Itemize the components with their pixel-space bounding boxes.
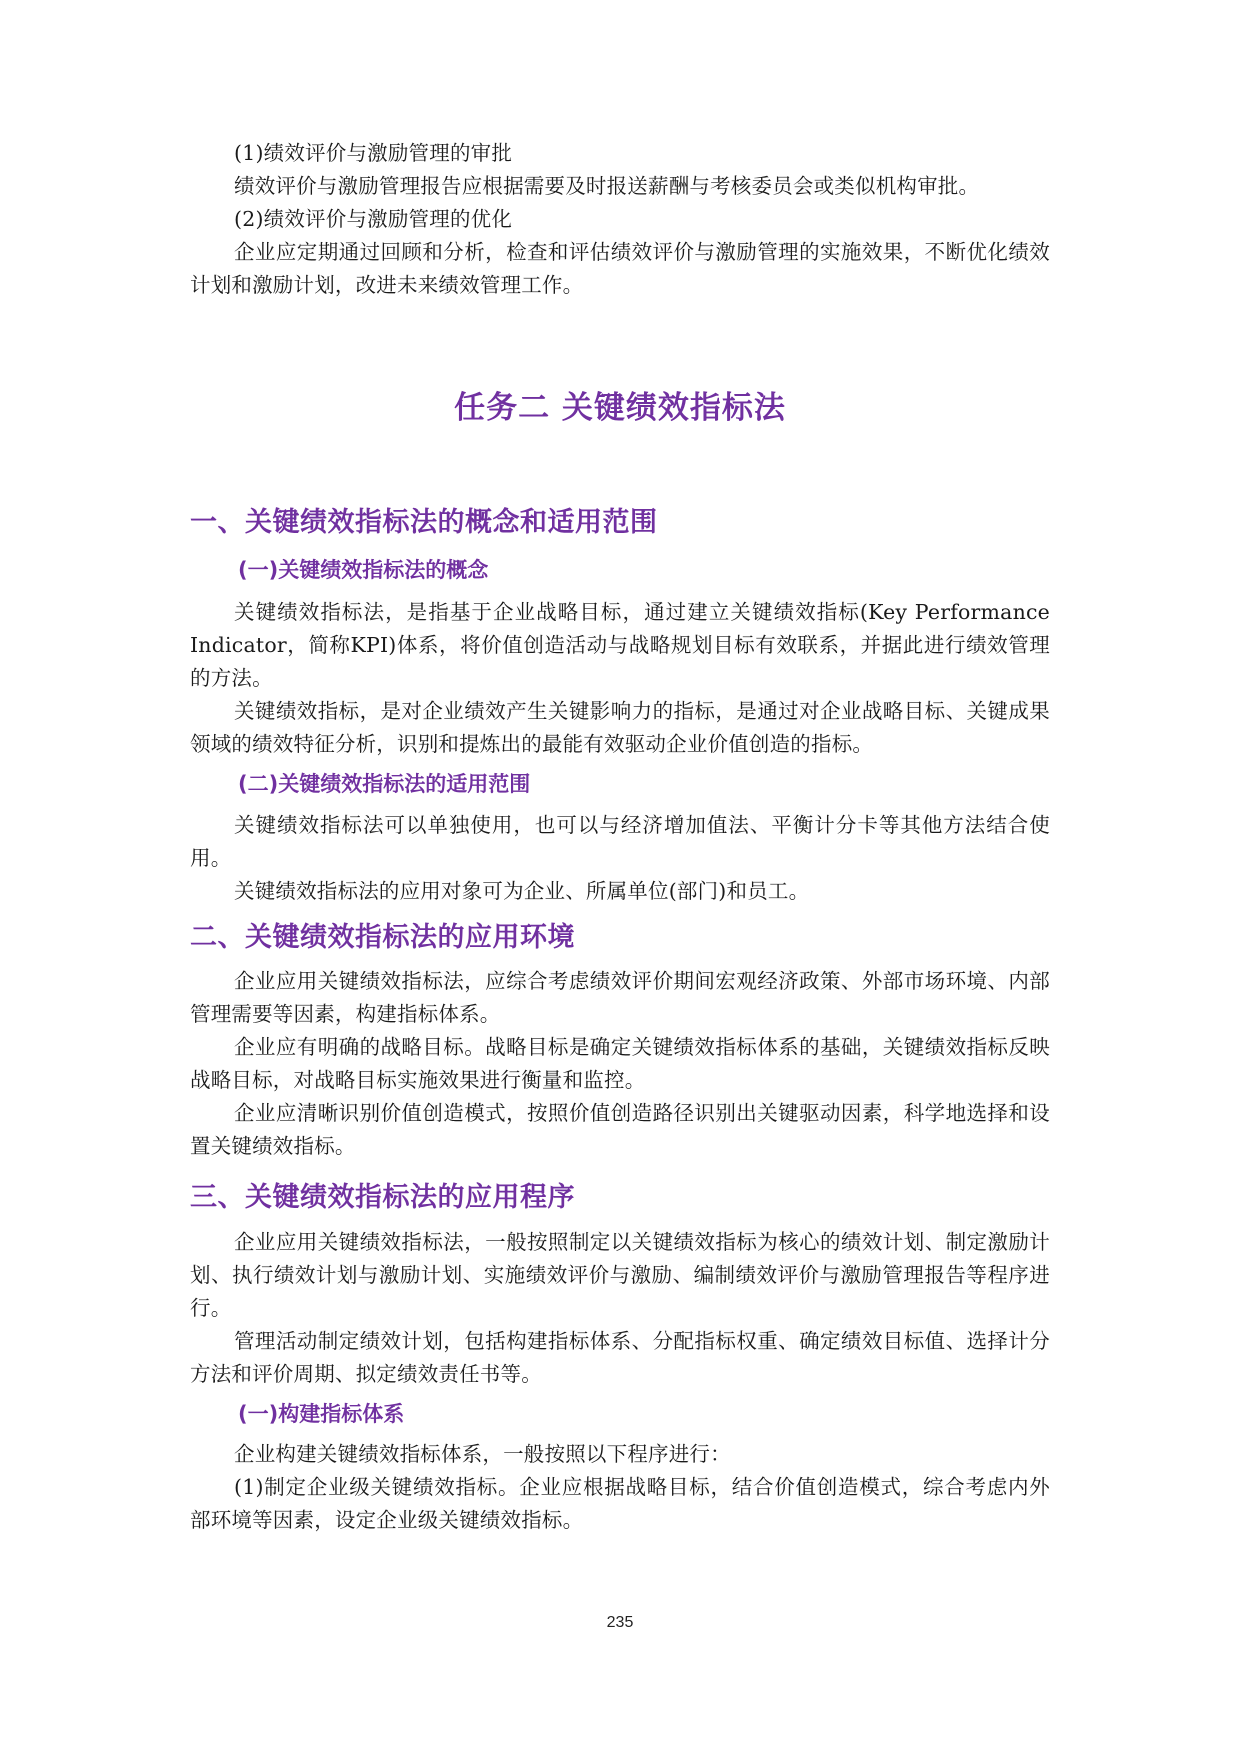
paragraph: 企业应清晰识别价值创造模式，按照价值创造路径识别出关键驱动因素，科学地选择和设置关键绩效指标。 (190, 1101, 1050, 1158)
section2-body (190, 965, 1050, 1163)
subsection-heading: (二)关键绩效指标法的适用范围 (238, 772, 531, 796)
paragraph: 企业应用关键绩效指标法，一般按照制定以关键绩效指标为核心的绩效计划、制定激励计划、执行绩效计划与激励计划、实施绩效评价与激励、编制绩效评价与激励管理报告等程序进行。 (190, 1230, 1050, 1320)
section1-sub1-body (190, 596, 1050, 761)
paragraph: 企业应有明确的战略目标。战略目标是确定关键绩效指标体系的基础，关键绩效指标反映战略目标，对战略目标实施效果进行衡量和监控。 (190, 1035, 1050, 1092)
paragraph: 关键绩效指标法可以单独使用，也可以与经济增加值法、平衡计分卡等其他方法结合使用。 (190, 813, 1050, 870)
subsection-heading: (一)构建指标体系 (238, 1402, 405, 1426)
intro-block (190, 137, 1050, 302)
section3-body (190, 1226, 1050, 1391)
paragraph: 企业构建关键绩效指标体系，一般按照以下程序进行： (234, 1442, 731, 1466)
section-heading-2: 二、关键绩效指标法的应用环境 (190, 922, 575, 953)
paragraph: (1)制定企业级关键绩效指标。企业应根据战略目标，结合价值创造模式，综合考虑内外部环境等因素，设定企业级关键绩效指标。 (190, 1475, 1050, 1532)
paragraph: 管理活动制定绩效计划，包括构建指标体系、分配指标权重、确定绩效目标值、选择计分方法和评价周期、拟定绩效责任书等。 (190, 1329, 1050, 1386)
paragraph: 企业应用关键绩效指标法，应综合考虑绩效评价期间宏观经济政策、外部市场环境、内部管理需要等因素，构建指标体系。 (190, 969, 1050, 1026)
task-title: 任务二 关键绩效指标法 (454, 390, 786, 426)
section3-sub1-body (190, 1438, 1050, 1537)
paragraph: 关键绩效指标法，是指基于企业战略目标，通过建立关键绩效指标(Key Performance Indicator，简称KPI)体系，将价值创造活动与战略规划目标有效联系，并据此进行绩效管理的方法。 (190, 600, 1050, 690)
page-number: 235 (606, 1614, 634, 1631)
paragraph: 绩效评价与激励管理报告应根据需要及时报送薪酬与考核委员会或类似机构审批。 (234, 174, 980, 198)
paragraph: 关键绩效指标，是对企业绩效产生关键影响力的指标，是通过对企业战略目标、关键成果领域的绩效特征分析，识别和提炼出的最能有效驱动企业价值创造的指标。 (190, 699, 1050, 756)
paragraph: 关键绩效指标法的应用对象可为企业、所属单位(部门)和员工。 (234, 879, 810, 903)
section1-sub2-body (190, 809, 1050, 908)
subsection-heading: (一)关键绩效指标法的概念 (238, 558, 489, 582)
section-heading-1: 一、关键绩效指标法的概念和适用范围 (190, 507, 658, 538)
paragraph: 企业应定期通过回顾和分析，检查和评估绩效评价与激励管理的实施效果，不断优化绩效计划和激励计划，改进未来绩效管理工作。 (190, 240, 1050, 297)
section-heading-3: 三、关键绩效指标法的应用程序 (190, 1182, 575, 1213)
paragraph: (2)绩效评价与激励管理的优化 (234, 207, 513, 231)
paragraph: (1)绩效评价与激励管理的审批 (234, 141, 513, 165)
